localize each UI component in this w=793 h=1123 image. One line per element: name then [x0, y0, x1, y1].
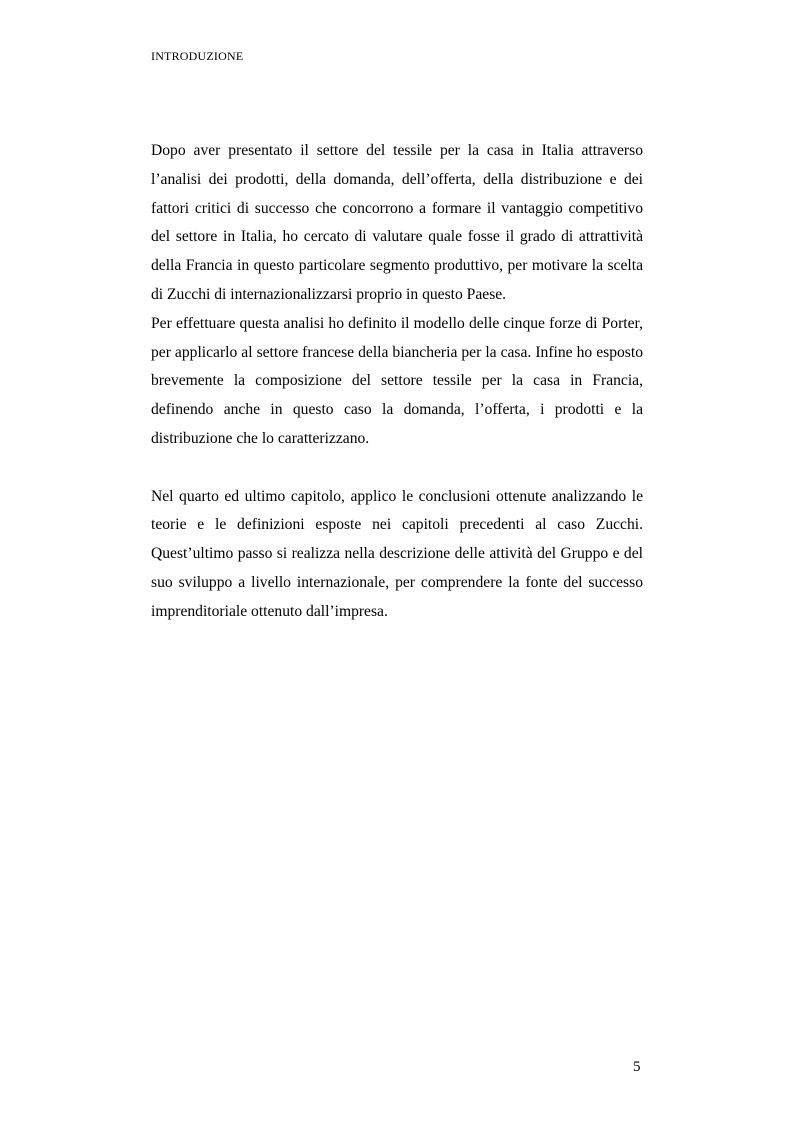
page-number: 5	[633, 1059, 641, 1075]
body-text	[151, 137, 643, 627]
paragraph-3: Nel quarto ed ultimo capitolo, applico le conclusioni ottenute analizzando le teorie e le definizioni esposte nei capitoli precedenti al caso Zucchi. Quest’ultimo passo si realizza nella descrizione delle attività del Gruppo e del suo sviluppo a livello internazionale, per comprendere la fonte del successo imprenditoriale ottenuto dall’impresa.	[151, 487, 643, 620]
paragraph-2: Per effettuare questa analisi ho definito il modello delle cinque forze di Porter, per applicarlo al settore francese della biancheria per la casa. Infine ho esposto brevemente la composizione del settore tessile per la casa in Francia, definendo anche in questo caso la domanda, l’offerta, i prodotti e la distribuzione che lo caratterizzano.	[151, 314, 643, 447]
running-header: INTRODUZIONE	[151, 49, 244, 63]
paragraph-1: Dopo aver presentato il settore del tessile per la casa in Italia attraverso l’analisi dei prodotti, della domanda, dell’offerta, della distribuzione e dei fattori critici di successo che concorrono a formare il vantaggio competitivo del settore in Italia, ho cercato di valutare quale fosse il grado di attrattività della Francia in questo particolare segmento produttivo, per motivare la scelta di Zucchi di internazionalizzarsi proprio in questo Paese.	[151, 142, 643, 303]
